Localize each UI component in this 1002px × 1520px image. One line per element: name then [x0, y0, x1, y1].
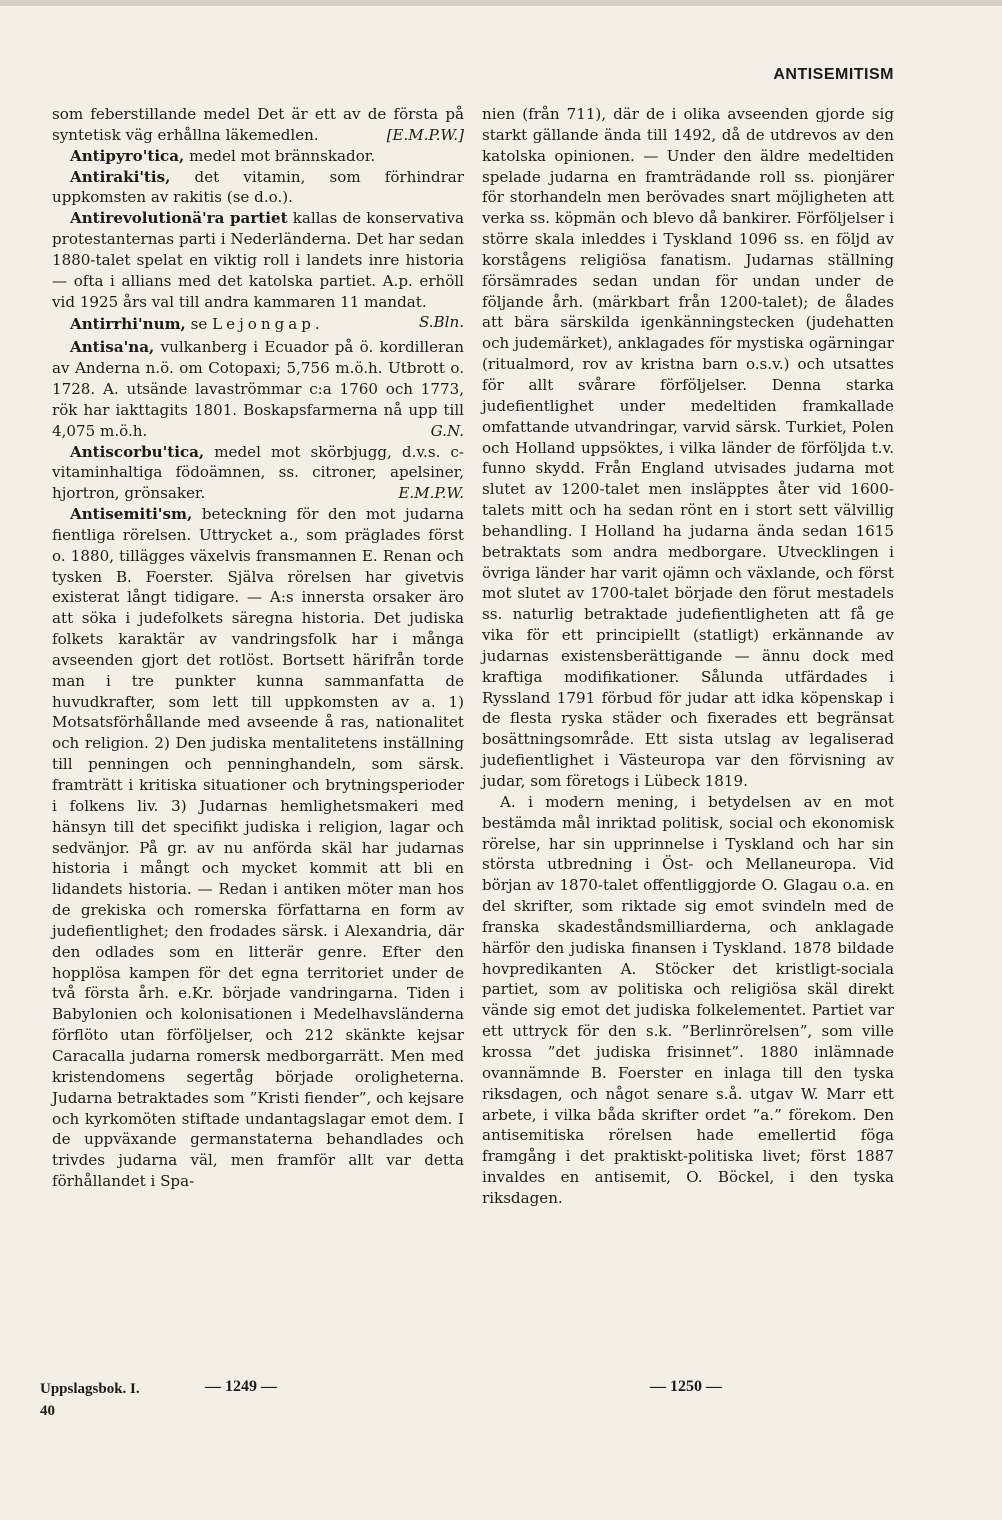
entry-antisemitism: Antisemiti'sm, beteckning för den mot judarna fientliga rörelsen. Uttrycket a., som präglades först o. 1880, tillägges växelvis fransmannen E. Renan och tysken B. Foerster. Själva rörelsen har givetvis existerat långt tidigare. — A:s innersta orsaker äro att söka i judefolkets säregna historia. Det judiska folkets karaktär av vandringsfolk har i många avseenden gjort det rotlöst. Bortsett härifrån torde man i tre punkter kunna sammanfatta de huvudkrafter, som lett till uppkomsten av a. 1) Motsatsförhållande med avseende å ras, nationalitet och religion. 2) Den judiska mentalitetens inställning till penningen och penninghandeln, som särsk. framträtt i kritiska situationer och brytningsperioder i folkens liv. 3) Judarnas hemlighetsmakeri med hänsyn till det specifikt judiska i religion, lagar och sedvänjor. På gr. av nu anförda skäl har judarnas historia i mångt och mycket kommit att bli en lidandets historia. — Redan i antiken möter man hos de grekiska och romerska författarna en form av judefientlighet; den frodades särsk. i Alexandria, där den odlades som en litterär genre. Efter den hopplösa kampen för det egna territoriet under de två första årh. e.Kr. började vandringarna. Tiden i Babylonien och kolonisationen i Medelhavsländerna förflöto utan förföljelser, och 212 skänkte kejsar Caracalla judarna romersk medborgarrätt. Men med kristendomens segertåg började oroligheterna. Judarna betraktades som ”Kristi fiender”, och kejsare och kyrkomöten stiftade undantagslagar emot dem. I de uppväxande germanstaterna behandlades och trivdes judarna väl, men framför allt var detta förhållandet i Spa- [52, 505, 464, 1191]
headword: Antisemiti'sm, [70, 505, 193, 524]
left-column [52, 104, 464, 1192]
author-signature: [E.M.P.W.] [386, 125, 464, 144]
running-head: ANTISEMITISM [773, 66, 894, 83]
right-column [482, 104, 894, 1209]
entry-continuation: som feberstillande medel Det är ett av de första på syntetisk väg erhållna läkemedlen. [E.M.P.W.] [52, 105, 464, 144]
author-signature: S.Bln. [418, 313, 464, 332]
antisemitism-modern: A. i modern mening, i betydelsen av en mot bestämda mål inriktad politisk, social och ekonomisk rörelse, har sin upprinnelse i Tyskland och har sin största utbredning i Öst- och Mellaneuropa. Vid början av 1870-talet offentliggjorde O. Glagau o.a. en del skrifter, som riktade sig emot svindeln med de franska skadeståndsmilliarderna, och anklagade härför den judiska finansen i Tyskland. 1878 bildade hovpredikanten A. Stöcker det kristligt-sociala partiet, som av politiska och religiösa skäl direkt vände sig emot det judiska folkelementet. Partiet var ett uttryck för den s.k. ”Berlinrörelsen”, som ville krossa ”det judiska frisinnet”. 1880 inlämnade ovannämnde B. Foerster en inlaga till den tyska riksdagen, och något senare s.å. utgav W. Marr ett arbete, i vilka båda skrifter ordet ”a.” förekom. Den antisemitiska rörelsen hade emellertid föga framgång i det praktiskt-politiska livet; först 1887 invaldes en antisemit, O. Böckel, i den tyska riksdagen. [482, 792, 894, 1207]
entry-antiscorbutica: Antiscorbu'tica, medel mot skörbjugg, d.v.s. c-vitaminhaltiga födoämnen, ss. citroner, apelsiner, hjortron, grönsaker. E.M.P.W. [52, 442, 464, 503]
author-signature: E.M.P.W. [398, 484, 464, 503]
cross-reference: Lejongap. [212, 315, 324, 334]
headword: Antipyro'tica, [70, 146, 185, 165]
entry-antipyrotica: Antipyro'tica, medel mot brännskador. [70, 146, 376, 165]
headword: Antisa'na, [70, 338, 155, 357]
page-number-right: — 1250 — [650, 1378, 722, 1395]
entry-antirakitis: Antiraki'tis, det vitamin, som förhindrar uppkomsten av rakitis (se d.o.). [52, 167, 464, 207]
printer-signature: Uppslagsbok. I. 40 [40, 1381, 140, 1419]
entry-antirrhinum: Antirrhi'num, se Lejongap. [70, 315, 324, 334]
entry-antirevolutionara: Antirevolutionä'ra partiet kallas de konservativa protestanternas parti i Nederländerna. Det har sedan 1880-talet spelat en viktig roll i landets inre historia — ofta i allians med det katolska partiet. A.p. erhöll vid 1925 års val till andra kammaren 11 mandat. S.Bln. [52, 209, 464, 332]
entry-antisana: Antisa'na, vulkanberg i Ecuador på ö. kordilleran av Anderna n.ö. om Cotopaxi; 5,756 m.ö.h. Utbrott o. 1728. A. utsände lavaströmmar c:a 1760 och 1773, rök har iakttagits 1801. Boskapsfarmerna nå upp till 4,075 m.ö.h. G.N. [52, 338, 464, 440]
author-signature: G.N. [430, 421, 464, 440]
headword: Antirevolutionä'ra partiet [70, 209, 288, 228]
headword: Antiscorbu'tica, [70, 442, 205, 461]
top-edge-rule [0, 0, 1002, 6]
headword: Antiraki'tis, [70, 167, 171, 186]
headword: Antirrhi'num, [70, 315, 186, 334]
antisemitism-continued: nien (från 711), där de i olika avseenden gjorde sig starkt gällande ända till 1492, då de utdrevos av den katolska opinionen. — Under den äldre medeltiden spelade judarna en framträdande roll ss. pionjärer för storhandeln men berövades snart möjligheten att verka ss. köpmän och blevo då bankirer. Förföljelser i större skala inleddes i Tyskland 1096 ss. en följd av korstågens religiösa fanatism. Judarnas ställning försämrades sedan undan för undan under de följande årh. (märkbart från 1200-talet); de ålades att bära särskilda igenkänningstecken (judehatten och judemärket), anklagades för mystiska ogärningar (ritualmord, rov av kristna barn o.s.v.) och utsattes för allt svårare förföljelser. Denna starka judefientlighet under medeltiden framkallade omfattande utvandringar, varvid särsk. Turkiet, Polen och Holland uppsöktes, i vilka länder de förföljda t.v. funno skydd. Från England utvisades judarna mot slutet av 1200-talet men insläpptes åter vid 1600-talets mitt och ha sedan rönt en i stort sett välvillig behandling. I Holland ha judarna ända sedan 1615 betraktats som andra medborgare. Utvecklingen i övriga länder har varit ojämn och växlande, och först mot slutet av 1700-talet började den förut mestadels ss. naturlig betraktade judefientligheten att få ge vika för ett principiellt (statligt) erkännande av judarnas existensberättigande — ännu dock med kraftiga modifikationer. Sålunda utfärdades i Ryssland 1791 förbud för judar att idka köpenskap i de flesta ryska städer och fixerades ett begränsat bosättningsområde. Ett sista utslag av legaliserad judefientlighet i Västeuropa var den förvisning av judar, som företogs i Lübeck 1819. [482, 105, 894, 790]
page-number-left: — 1249 — [205, 1378, 277, 1395]
